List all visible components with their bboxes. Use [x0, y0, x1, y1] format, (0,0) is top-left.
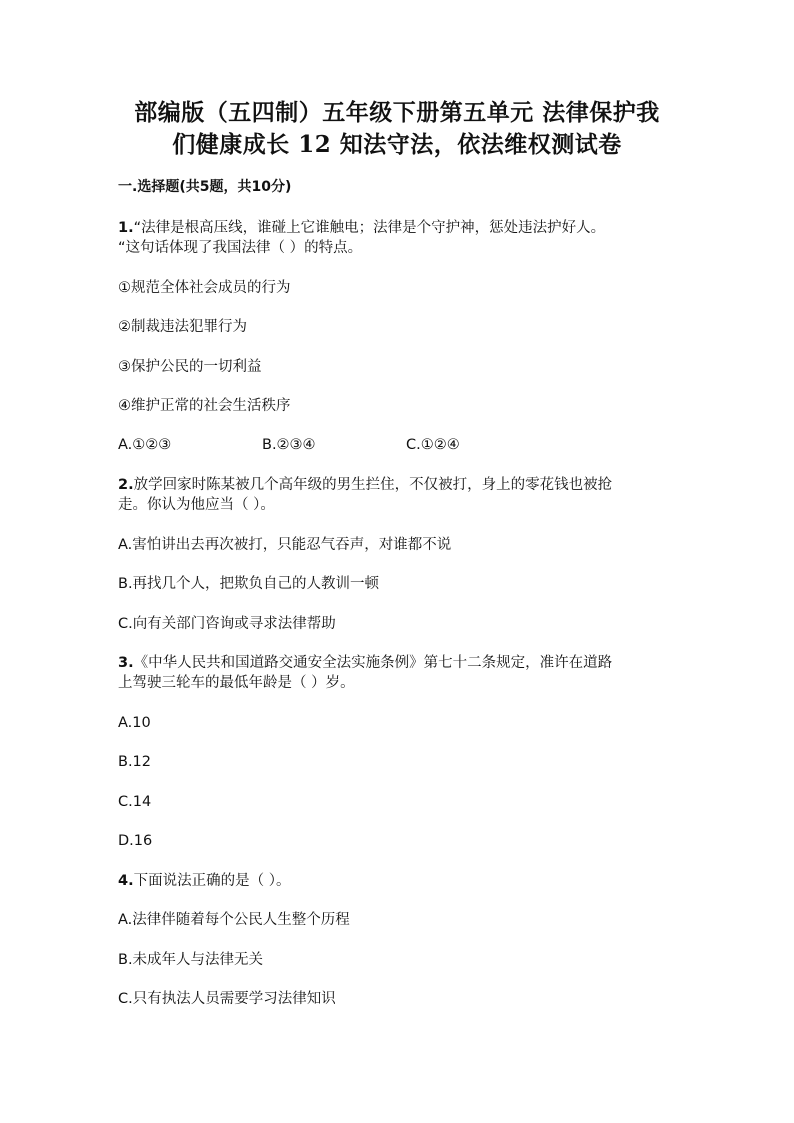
question-3-number: 3.	[118, 655, 134, 671]
question-1-options	[118, 435, 518, 455]
question-3-stem	[118, 653, 612, 673]
question-1-statement: ②制裁违法犯罪行为	[118, 319, 247, 335]
question-2-stem-line-2: 走。你认为他应当（ ）。	[118, 497, 275, 513]
title-line-2: 们健康成长 12 知法守法，依法维权测试卷	[172, 131, 622, 158]
question-1-statement: ④维护正常的社会生活秩序	[118, 398, 291, 414]
question-4-number: 4.	[118, 873, 134, 889]
question-4-stem	[118, 871, 290, 891]
question-4-stem-line-1: 下面说法正确的是（ ）。	[133, 873, 291, 889]
question-1-stem	[118, 218, 605, 238]
question-3-option-c[interactable]: C.14	[118, 794, 152, 810]
question-2-number: 2.	[118, 477, 134, 493]
question-3-stem-line-2: 上驾驶三轮车的最低年龄是（ ）岁。	[118, 675, 355, 691]
question-2-stem-line-1: 放学回家时陈某被几个高年级的男生拦住，不仅被打，身上的零花钱也被抢	[133, 477, 613, 493]
question-1-statement: ①规范全体社会成员的行为	[118, 280, 291, 296]
question-1-option-c[interactable]: C.①②④	[406, 437, 460, 453]
question-1-option-b[interactable]: B.②③④	[262, 437, 316, 453]
question-1-stem-line-1: “法律是根高压线，谁碰上它谁触电；法律是个守护神，惩处违法护好人。	[133, 220, 606, 236]
question-2-option-a[interactable]: A.害怕讲出去再次被打，只能忍气吞声，对谁都不说	[118, 537, 452, 553]
question-4-option-c[interactable]: C.只有执法人员需要学习法律知识	[118, 991, 336, 1007]
question-1-option-a[interactable]: A.①②③	[118, 437, 172, 453]
section-heading: 一.选择题(共5题，共10分)	[118, 179, 292, 195]
question-4-option-a[interactable]: A.法律伴随着每个公民人生整个历程	[118, 912, 350, 928]
title-line-1: 部编版（五四制）五年级下册第五单元 法律保护我	[134, 99, 660, 126]
question-4-option-b[interactable]: B.未成年人与法律无关	[118, 952, 264, 968]
question-2-stem	[118, 475, 612, 495]
question-3-option-b[interactable]: B.12	[118, 754, 152, 770]
question-1-stem-line-2: “这句话体现了我国法律（ ）的特点。	[118, 240, 363, 256]
question-3-stem-line-1: 《中华人民共和国道路交通安全法实施条例》第七十二条规定，准许在道路	[133, 655, 613, 671]
question-1-number: 1.	[118, 220, 134, 236]
question-2-option-c[interactable]: C.向有关部门咨询或寻求法律帮助	[118, 616, 336, 632]
question-2-option-b[interactable]: B.再找几个人，把欺负自己的人教训一顿	[118, 576, 380, 592]
page-title	[100, 97, 694, 161]
question-3-option-a[interactable]: A.10	[118, 715, 151, 731]
question-3-option-d[interactable]: D.16	[118, 833, 153, 849]
question-1-statement: ③保护公民的一切利益	[118, 359, 262, 375]
